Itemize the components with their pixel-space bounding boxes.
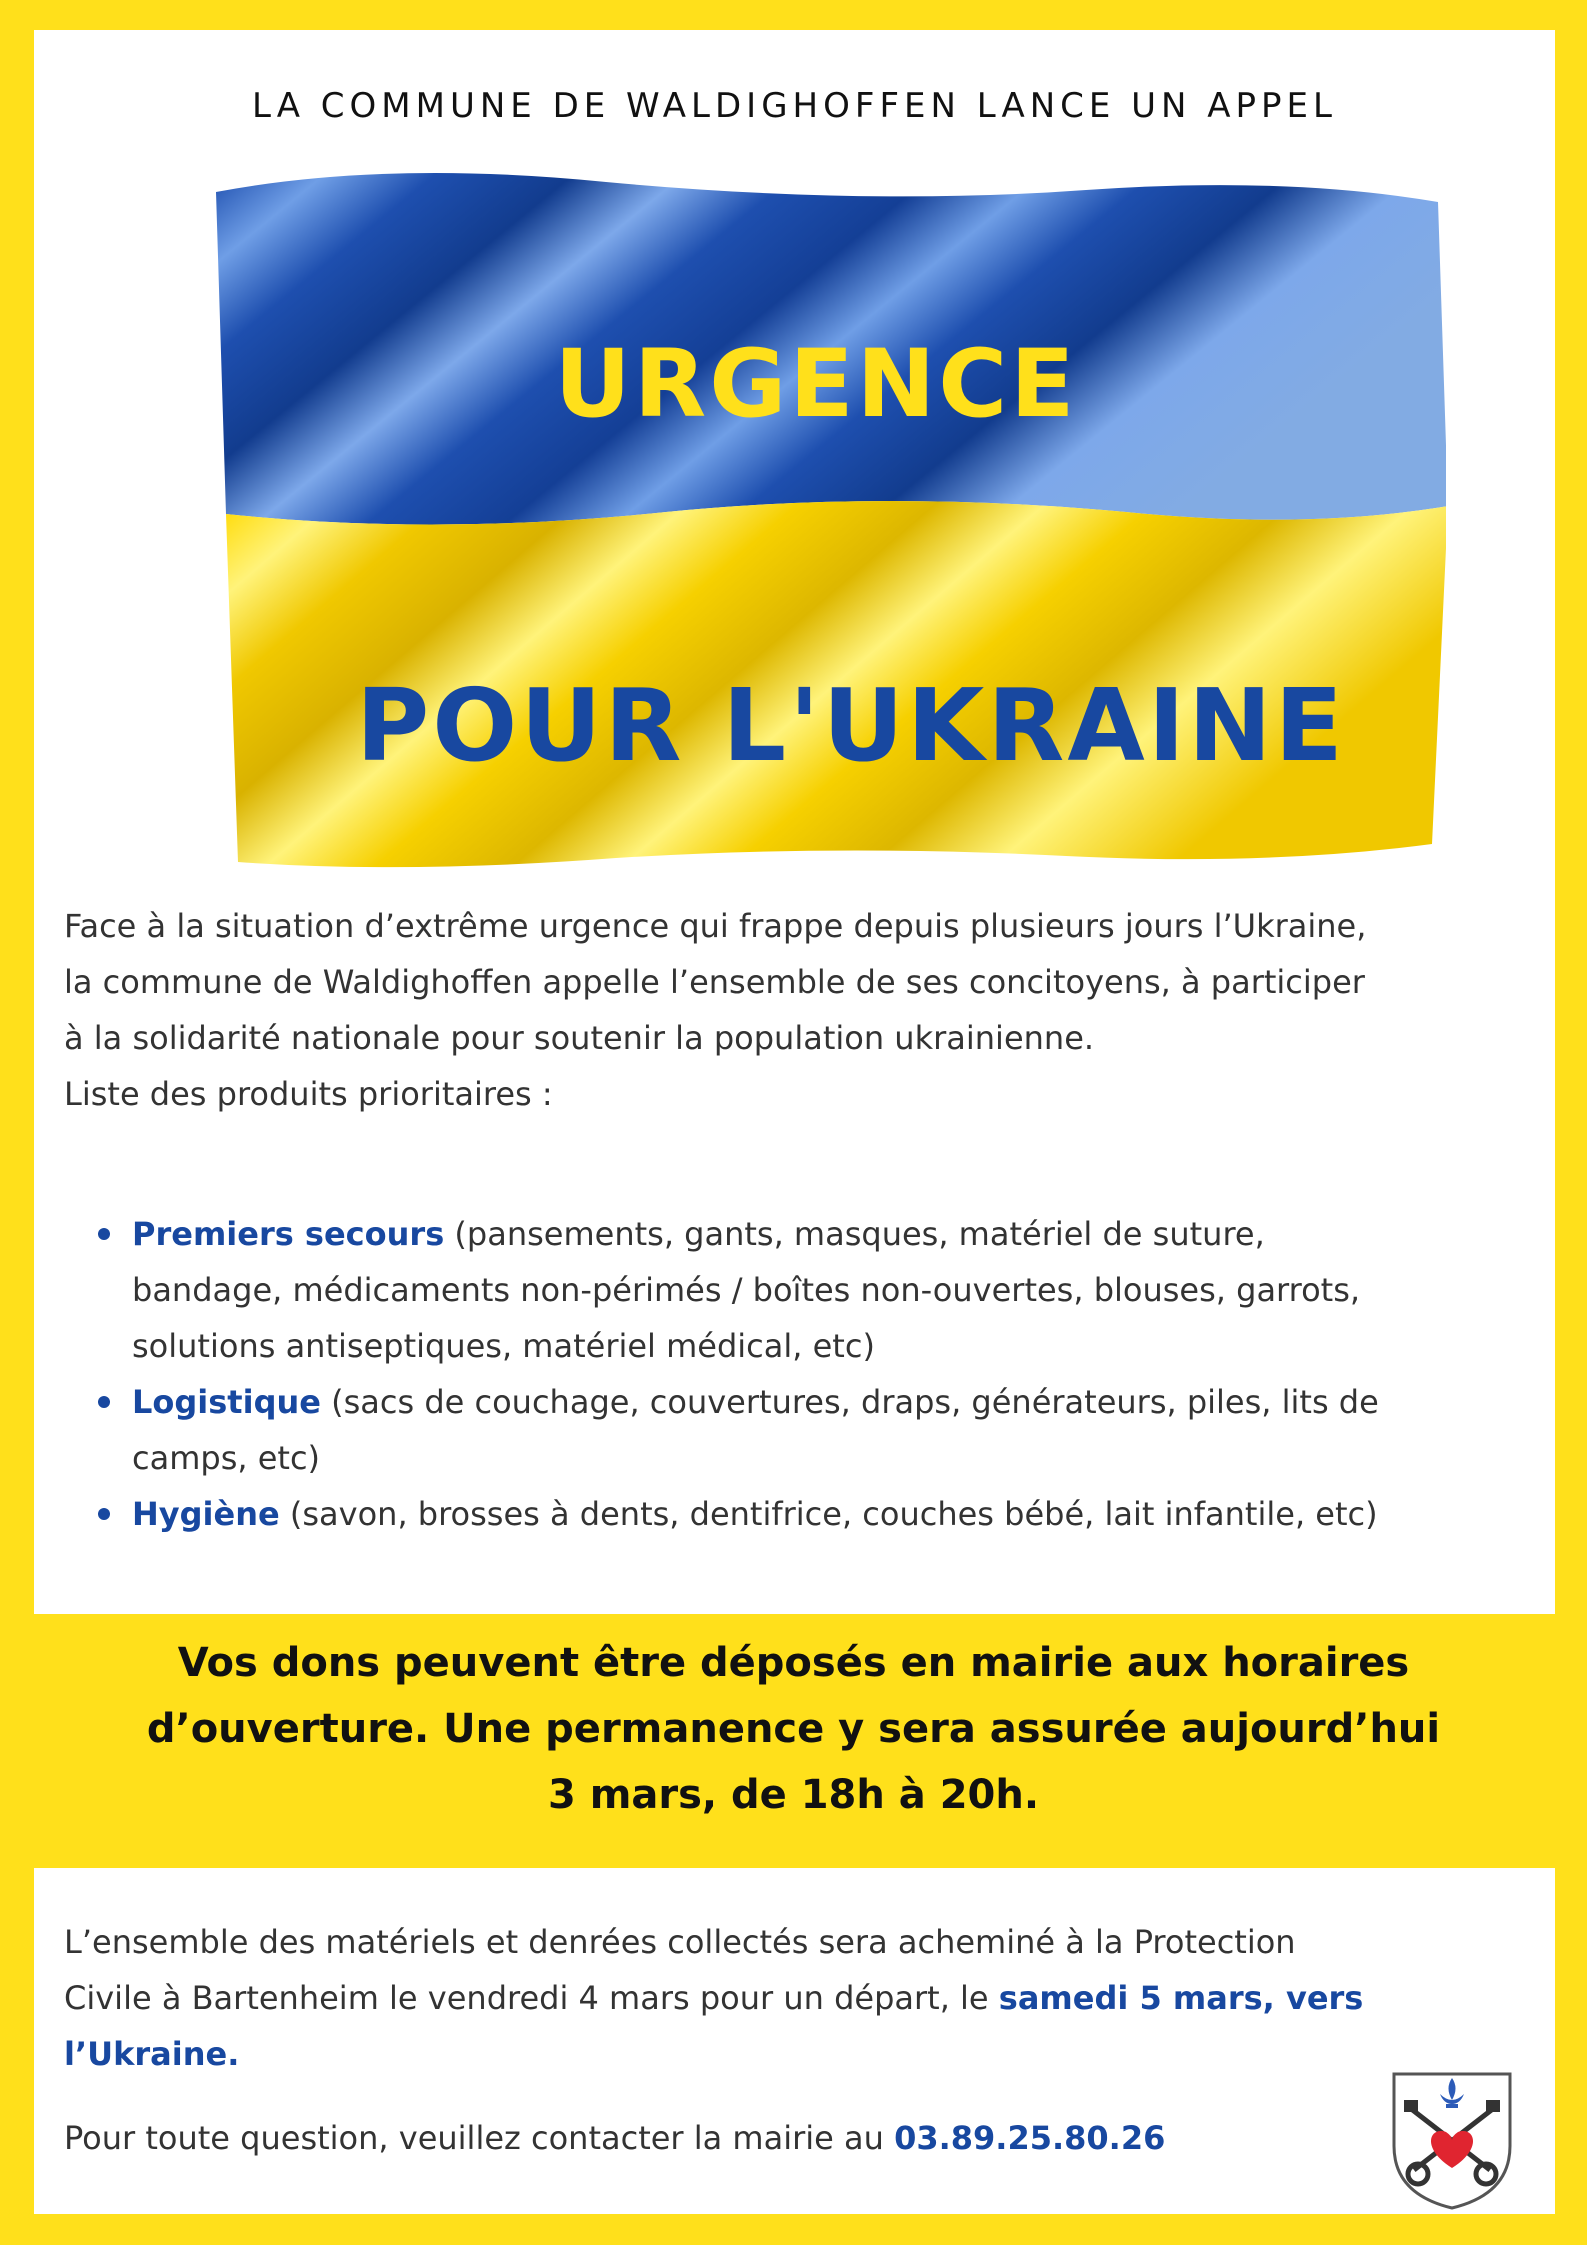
list-item bbox=[132, 1486, 1552, 1542]
product-details: solutions antiseptiques, matériel médical, etc) bbox=[132, 1327, 875, 1365]
product-category: Logistique bbox=[132, 1383, 321, 1421]
product-details: (savon, brosses à dents, dentifrice, couches bébé, lait infantile, etc) bbox=[279, 1495, 1378, 1533]
phone-number: 03.89.25.80.26 bbox=[894, 2119, 1166, 2157]
banner-line: Vos dons peuvent être déposés en mairie aux horaires bbox=[177, 1640, 1410, 1686]
bullet-icon bbox=[98, 1396, 110, 1408]
destination: l’Ukraine. bbox=[64, 2035, 240, 2073]
intro-line: Face à la situation d’extrême urgence qui frappe depuis plusieurs jours l’Ukraine, bbox=[64, 907, 1367, 945]
transport-text: Civile à Bartenheim le vendredi 4 mars pour un départ, le bbox=[64, 1979, 999, 2017]
flag-title-urgence: URGENCE bbox=[554, 330, 1078, 439]
product-details: (pansements, gants, masques, matériel de suture, bbox=[444, 1215, 1265, 1253]
product-details: (sacs de couchage, couvertures, draps, générateurs, piles, lits de bbox=[320, 1383, 1379, 1421]
product-category: Hygiène bbox=[132, 1495, 280, 1533]
intro-line: à la solidarité nationale pour soutenir la population ukrainienne. bbox=[64, 1019, 1095, 1057]
product-details: camps, etc) bbox=[132, 1439, 321, 1477]
header-title: LA COMMUNE DE WALDIGHOFFEN LANCE UN APPEL bbox=[252, 86, 1337, 126]
departure-date: samedi 5 mars, vers bbox=[998, 1979, 1364, 2017]
list-item bbox=[132, 1206, 1552, 1374]
banner-line: d’ouverture. Une permanence y sera assurée aujourd’hui bbox=[146, 1706, 1441, 1752]
intro-paragraph bbox=[64, 898, 1534, 1122]
transport-line bbox=[64, 1970, 1534, 2026]
list-item bbox=[132, 1374, 1552, 1486]
contact-text: Pour toute question, veuillez contacter la mairie au bbox=[64, 2119, 895, 2157]
intro-line: Liste des produits prioritaires : bbox=[64, 1075, 553, 1113]
info-panel bbox=[34, 1868, 1555, 2214]
flag-title-pour-ukraine: POUR L'UKRAINE bbox=[356, 667, 1346, 784]
bullet-icon bbox=[98, 1228, 110, 1240]
transport-paragraph bbox=[64, 1914, 1534, 2082]
banner-line: 3 mars, de 18h à 20h. bbox=[547, 1772, 1040, 1818]
intro-line: la commune de Waldighoffen appelle l’ensemble de ses concitoyens, à participer bbox=[64, 963, 1365, 1001]
main-panel bbox=[34, 30, 1555, 1614]
transport-line: L’ensemble des matériels et denrées collectés sera acheminé à la Protection bbox=[64, 1923, 1296, 1961]
product-details: bandage, médicaments non-périmés / boîtes non-ouvertes, blouses, garrots, bbox=[132, 1271, 1361, 1309]
waldighoffen-coat-of-arms-icon bbox=[1390, 2070, 1514, 2210]
contact-line bbox=[64, 2110, 1534, 2166]
bullet-icon bbox=[98, 1508, 110, 1520]
drop-off-banner bbox=[0, 1630, 1587, 1828]
ukraine-flag bbox=[186, 140, 1446, 892]
product-category: Premiers secours bbox=[132, 1215, 445, 1253]
products-list bbox=[132, 1206, 1552, 1542]
